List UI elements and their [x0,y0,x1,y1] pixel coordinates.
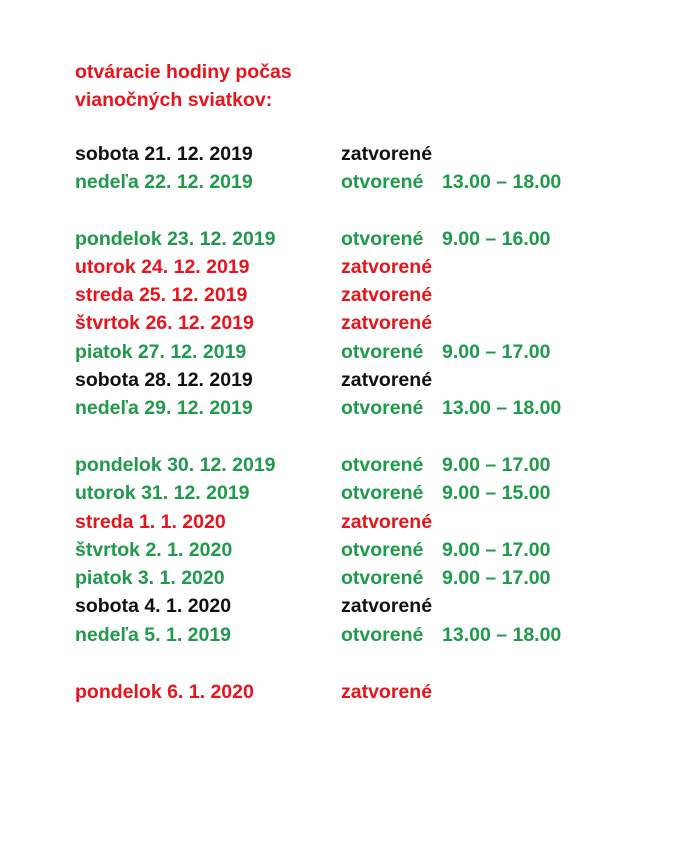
row-status: zatvorené [341,681,433,703]
page-title [75,58,292,114]
row-date: piatok 3. 1. 2020 [75,567,225,589]
row-date: nedeľa 5. 1. 2019 [75,624,232,646]
title-line-2: vianočných sviatkov: [75,89,273,111]
row-hours: 13.00 – 18.00 [442,624,562,646]
row-date: štvrtok 26. 12. 2019 [75,312,254,334]
row-date: utorok 31. 12. 2019 [75,482,250,504]
row-status: otvorené [341,539,424,561]
row-date: streda 1. 1. 2020 [75,511,226,533]
row-date: sobota 21. 12. 2019 [75,143,253,165]
row-date: sobota 4. 1. 2020 [75,595,232,617]
row-status: zatvorené [341,369,433,391]
row-status: zatvorené [341,312,433,334]
row-date: pondelok 30. 12. 2019 [75,454,276,476]
row-date: pondelok 23. 12. 2019 [75,228,276,250]
row-date: sobota 28. 12. 2019 [75,369,253,391]
row-status: zatvorené [341,511,433,533]
row-status: otvorené [341,624,424,646]
row-date: utorok 24. 12. 2019 [75,256,250,278]
row-hours: 9.00 – 15.00 [442,482,551,504]
title-line-1: otváracie hodiny počas [75,61,292,83]
row-hours: 13.00 – 18.00 [442,397,562,419]
row-hours: 9.00 – 16.00 [442,228,551,250]
row-date: štvrtok 2. 1. 2020 [75,539,233,561]
row-status: zatvorené [341,284,433,306]
row-status: otvorené [341,171,424,193]
row-date: nedeľa 29. 12. 2019 [75,397,253,419]
row-hours: 9.00 – 17.00 [442,341,551,363]
row-status: otvorené [341,454,424,476]
row-status: otvorené [341,228,424,250]
row-status: otvorené [341,397,424,419]
row-date: nedeľa 22. 12. 2019 [75,171,253,193]
row-status: otvorené [341,567,424,589]
row-date: pondelok 6. 1. 2020 [75,681,254,703]
row-status: otvorené [341,482,424,504]
row-hours: 13.00 – 18.00 [442,171,562,193]
row-hours: 9.00 – 17.00 [442,454,551,476]
row-date: piatok 27. 12. 2019 [75,341,247,363]
row-status: zatvorené [341,143,433,165]
row-status: zatvorené [341,595,433,617]
row-hours: 9.00 – 17.00 [442,567,551,589]
row-status: otvorené [341,341,424,363]
row-hours: 9.00 – 17.00 [442,539,551,561]
row-status: zatvorené [341,256,433,278]
row-date: streda 25. 12. 2019 [75,284,248,306]
